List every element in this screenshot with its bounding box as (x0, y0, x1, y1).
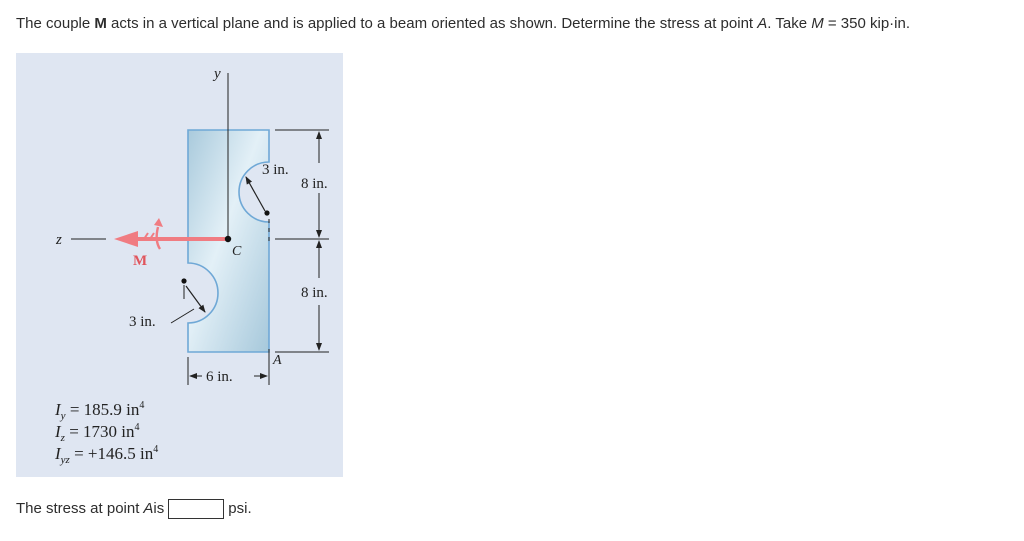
iz-property: $I_z = 1730$ $in^4$ (55, 422, 140, 444)
width-label: 6 in. (206, 369, 233, 385)
beam-figure (16, 53, 343, 477)
top-radius-line (246, 177, 265, 211)
stress-answer-input[interactable] (168, 499, 224, 519)
centroid-label: C (232, 244, 242, 259)
iyz-property: $I_{yz} = +146.5$ $in^4$ (55, 444, 159, 466)
couple-arrow-head (114, 231, 138, 247)
height-bottom-label: 8 in. (301, 285, 328, 301)
bottom-radius-label: 3 in. (129, 314, 156, 330)
problem-text: . Take (767, 15, 812, 32)
answer-prompt-text: The stress at point (16, 500, 140, 517)
point-a-label: A (273, 353, 282, 368)
height-top-label: 8 in. (301, 176, 328, 192)
problem-text: acts in a vertical plane and is applied to a beam oriented as shown. Determine the stress at point (106, 15, 758, 32)
problem-text: The couple (16, 15, 95, 32)
problem-point-symbol: A (757, 15, 768, 32)
problem-moment-symbol: M (811, 15, 824, 32)
answer-point-symbol: A (143, 500, 154, 517)
couple-rotation-head (154, 218, 163, 227)
answer-row (16, 498, 252, 520)
problem-statement (16, 14, 1016, 34)
bottom-radius-leader (171, 309, 194, 323)
iy-property: $I_y = 185.9$ $in^4$ (55, 400, 145, 422)
problem-couple-symbol: M (94, 15, 107, 32)
y-axis-label: y (214, 66, 221, 82)
bottom-arc-center (181, 278, 186, 283)
beam-diagram (16, 53, 343, 477)
top-radius-label: 3 in. (262, 162, 289, 178)
answer-unit: psi. (228, 500, 252, 517)
problem-text: = 350 kip·in. (823, 15, 911, 32)
centroid-point (225, 236, 231, 242)
z-axis-label: z (56, 232, 62, 248)
answer-prompt-text: is (153, 500, 165, 517)
top-arc-center (264, 210, 269, 215)
couple-label: M (133, 253, 148, 269)
bottom-radius-line (186, 286, 205, 312)
